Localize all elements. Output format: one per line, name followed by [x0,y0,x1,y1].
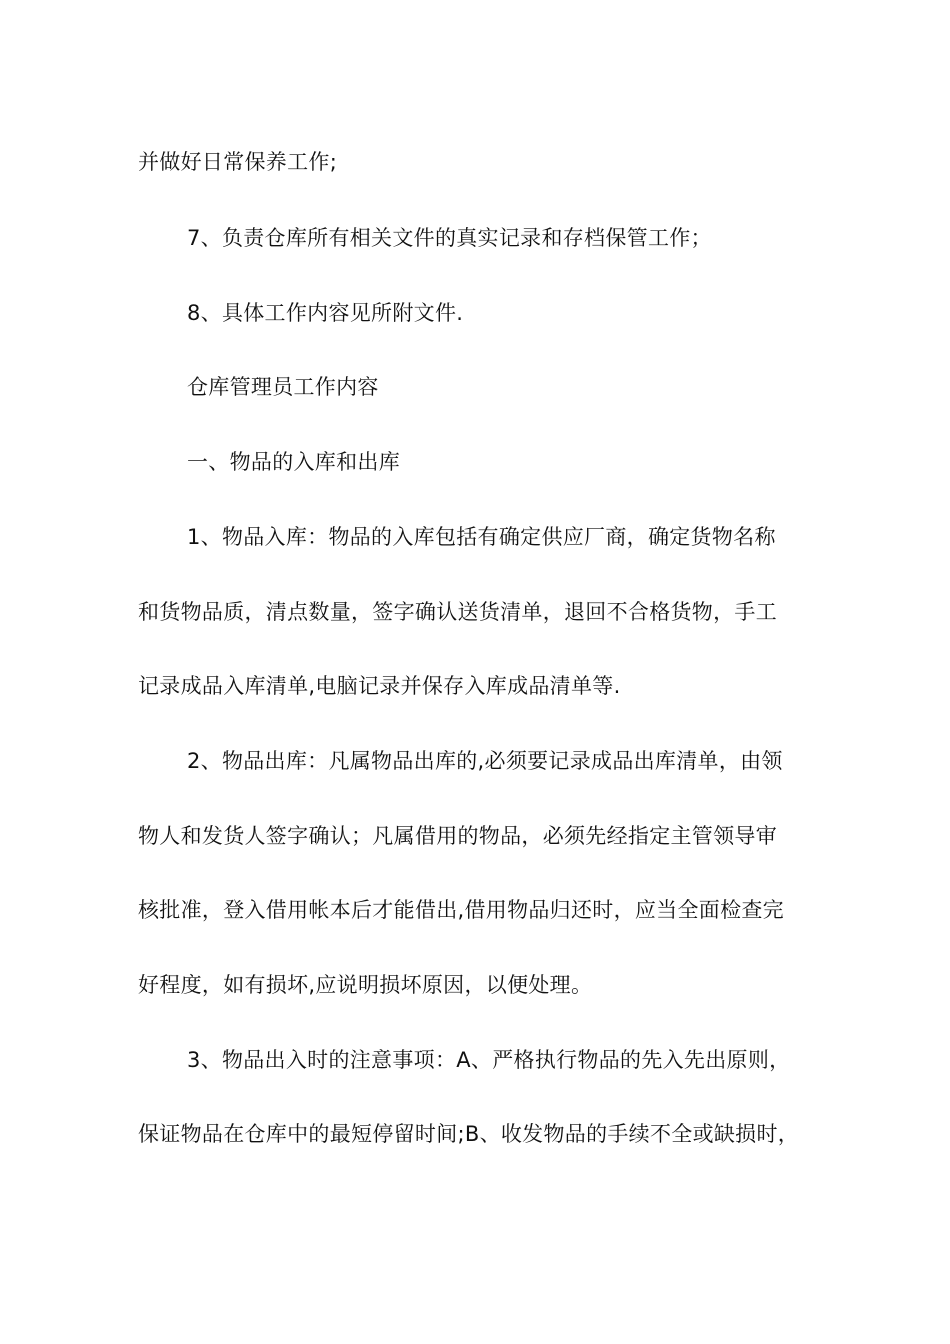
text-line-9: 2、物品出库：凡属物品出库的,必须要记录成品出库清单，由领 [187,749,783,773]
text-line-12: 好程度，如有损坏,应说明损坏原因，以便处理。 [138,973,593,997]
text-line-1: 并做好日常保养工作; [138,150,338,174]
text-line-3: 8、具体工作内容见所附文件. [187,301,464,325]
text-line-14: 保证物品在仓库中的最短停留时间;B、收发物品的手续不全或缺损时， [138,1122,800,1146]
text-line-7: 和货物品质，清点数量，签字确认送货清单，退回不合格货物，手工 [138,600,777,624]
text-line-11: 核批准，登入借用帐本后才能借出,借用物品归还时，应当全面检查完 [138,898,784,922]
section-title: 仓库管理员工作内容 [187,375,379,399]
text-line-10: 物人和发货人签字确认；凡属借用的物品，必须先经指定主管领导审 [138,824,777,848]
text-line-6: 1、物品入库：物品的入库包括有确定供应厂商，确定货物名称 [187,525,776,549]
section-heading-1: 一、物品的入库和出库 [187,450,400,474]
text-line-8: 记录成品入库清单,电脑记录并保存入库成品清单等. [138,674,621,698]
text-line-13: 3、物品出入时的注意事项：A、严格执行物品的先入先出原则， [187,1048,791,1072]
text-line-2: 7、负责仓库所有相关文件的真实记录和存档保管工作； [187,226,712,250]
